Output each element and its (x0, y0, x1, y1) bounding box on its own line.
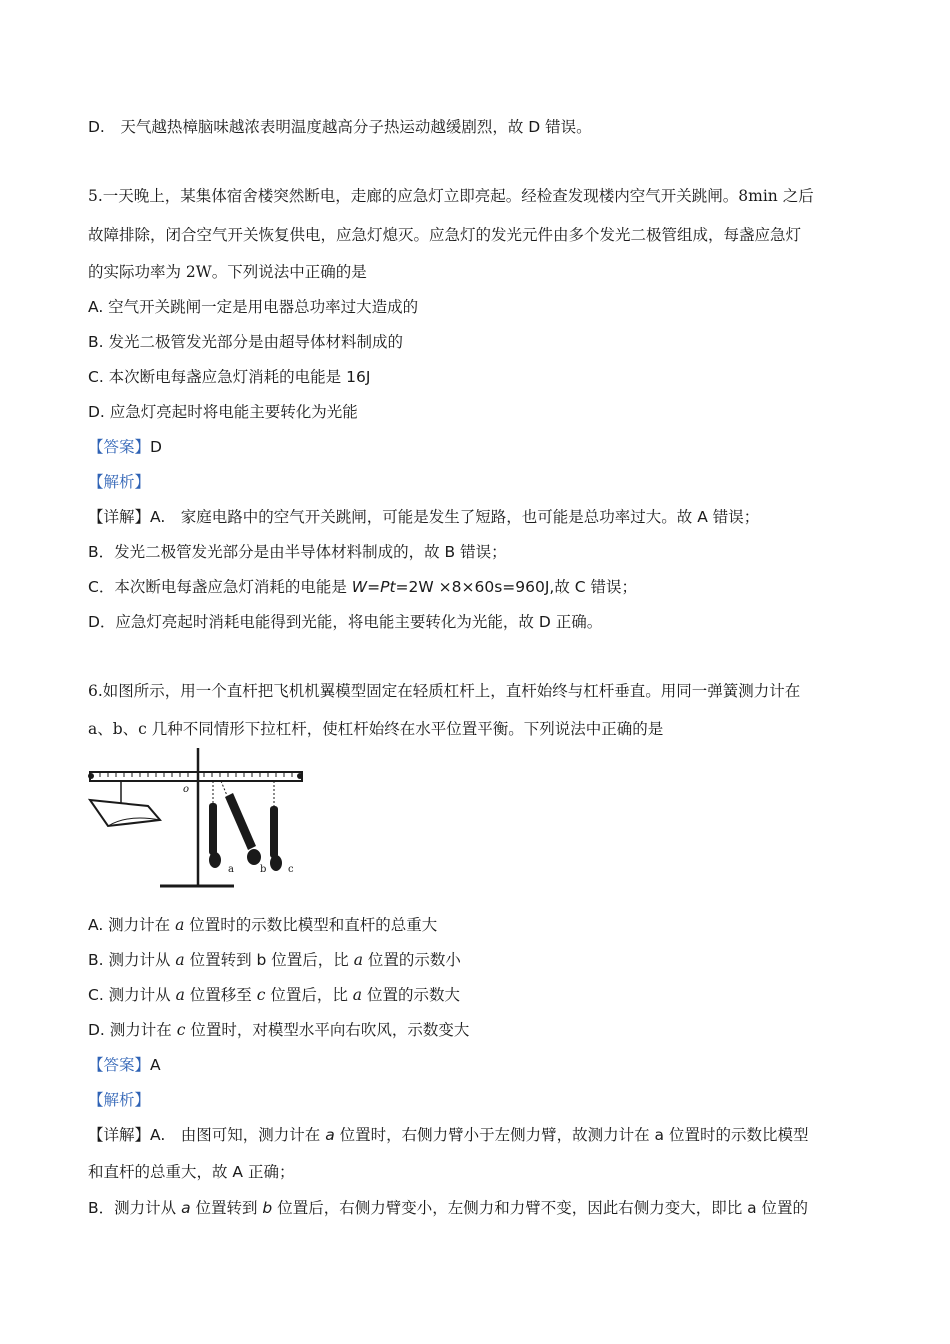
detail-b-mid: 位置转到 (190, 1199, 263, 1217)
opt-a-var: a (175, 916, 185, 934)
q6-detail-b (88, 1198, 808, 1218)
bar-end-right (297, 773, 303, 779)
scale-a-body (209, 803, 217, 855)
q6-option-d (88, 1020, 469, 1040)
q5-detail-a (88, 507, 759, 527)
q6-stem-line-1: 6.如图所示，用一个直杆把飞机机翼模型固定在轻质杠杆上，直杆始终与杠杆垂直。用同一弹簧测力计在 (88, 682, 801, 700)
q5-stem-line-1: 5.一天晚上，某集体宿舍楼突然断电，走廊的应急灯立即亮起。经检查发现楼内空气开关跳闸。8min 之后 (88, 187, 814, 205)
pivot-label-o: o (183, 784, 190, 795)
lever-figure (88, 748, 308, 893)
q5-answer (88, 437, 162, 457)
opt-d-var: c (176, 1021, 186, 1039)
q5-analysis-tag: 【解析】 (88, 473, 151, 491)
lever-bar (90, 772, 302, 781)
scale-b-hook (221, 781, 228, 798)
scale-c-weight (270, 855, 282, 871)
q6-option-a (88, 915, 437, 935)
opt-a-pre: A. 测力计在 (88, 916, 176, 934)
q5-stem-line-3: 的实际功率为 2W。下列说法中正确的是 (88, 263, 367, 281)
opt-d-pre: D. 测力计在 (88, 1021, 177, 1039)
q5-option-d: D. 应急灯亮起时将电能主要转化为光能 (88, 403, 358, 421)
detail-text: A. 家庭电路中的空气开关跳闸，可能是发生了短路，也可能是总功率过大。故 A 错误； (150, 508, 760, 526)
wing-model (90, 800, 160, 826)
opt-a-post: 位置时的示数比模型和直杆的总重大 (184, 916, 438, 934)
opt-b-post: 位置的示数小 (362, 951, 461, 969)
opt-c-var2: c (256, 986, 266, 1004)
scale-c-body (270, 806, 278, 858)
q6-answer (88, 1055, 161, 1075)
scale-b-weight (247, 849, 261, 865)
detail-a-var: a (325, 1126, 335, 1144)
q6-detail-a-line-1 (88, 1125, 809, 1145)
opt-d-post: 位置时，对模型水平向右吹风，示数变大 (185, 1021, 470, 1039)
q5-option-b: B. 发光二极管发光部分是由超导体材料制成的 (88, 333, 403, 351)
label-b: b (260, 864, 267, 875)
detail-b-pre: B．测力计从 (88, 1199, 182, 1217)
answer-value: D (150, 438, 162, 456)
q6-option-c (88, 985, 460, 1005)
detail-tag: 【详解】 (88, 508, 151, 526)
answer-value: A (150, 1056, 161, 1074)
opt-c-mid2: 位置后，比 (265, 986, 353, 1004)
bar-end-left (88, 773, 94, 779)
opt-c-pre: C. 测力计从 (88, 986, 176, 1004)
scale-b-body (225, 793, 256, 850)
q6-option-b (88, 950, 461, 970)
label-c: c (288, 864, 294, 875)
scale-a-weight (209, 852, 221, 868)
q6-analysis-tag: 【解析】 (88, 1091, 151, 1109)
detail-c-pt: Pt (380, 578, 396, 596)
q6-stem-line-2: a、b、c 几种不同情形下拉杠杆，使杠杆始终在水平位置平衡。下列说法中正确的是 (88, 720, 664, 738)
opt-b-mid: 位置转到 b 位置后，比 (184, 951, 354, 969)
q5-option-c: C. 本次断电每盏应急灯消耗的电能是 16J (88, 368, 371, 386)
opt-b-pre: B. 测力计从 (88, 951, 176, 969)
q5-detail-b: B．发光二极管发光部分是由半导体材料制成的，故 B 错误； (88, 543, 507, 561)
detail-a-pre: A. 由图可知，测力计在 (150, 1126, 326, 1144)
label-a: a (228, 864, 234, 875)
detail-c-pre: C．本次断电每盏应急灯消耗的电能是 (88, 578, 352, 596)
detail-c-w: W (351, 578, 368, 596)
opt-b-var1: a (175, 951, 185, 969)
q5-option-a: A. 空气开关跳闸一定是用电器总功率过大造成的 (88, 298, 419, 316)
q5-detail-d: D．应急灯亮起时消耗电能得到光能，将电能主要转化为光能，故 D 正确。 (88, 613, 603, 631)
opt-c-mid1: 位置移至 (184, 986, 257, 1004)
opt-c-var1: a (175, 986, 185, 1004)
prev-option-d: D. 天气越热樟脑味越浓表明温度越高分子热运动越缓剧烈，故 D 错误。 (88, 118, 592, 136)
detail-c-eq: = (367, 578, 381, 596)
opt-b-var2: a (353, 951, 363, 969)
q5-stem-line-2: 故障排除，闭合空气开关恢复供电，应急灯熄灭。应急灯的发光元件由多个发光二极管组成，每盏应急灯 (88, 226, 802, 244)
opt-c-post: 位置的示数大 (362, 986, 460, 1004)
answer-tag: 【答案】 (88, 1056, 151, 1074)
detail-c-rest: =2W ×8×60s=960J,故 C 错误； (395, 578, 638, 596)
detail-b-var2: b (262, 1199, 273, 1217)
detail-tag: 【详解】 (88, 1126, 151, 1144)
q5-detail-c (88, 577, 637, 597)
opt-c-var3: a (352, 986, 363, 1004)
detail-b-post: 位置后，右侧力臂变小，左侧力和力臂不变，因此右侧力变大，即比 a 位置的 (272, 1199, 809, 1217)
q6-detail-a-line-2: 和直杆的总重大，故 A 正确； (88, 1163, 295, 1181)
detail-b-var1: a (181, 1199, 191, 1217)
detail-a-post: 位置时，右侧力臂小于左侧力臂，故测力计在 a 位置时的示数比模型 (334, 1126, 809, 1144)
answer-tag: 【答案】 (88, 438, 151, 456)
